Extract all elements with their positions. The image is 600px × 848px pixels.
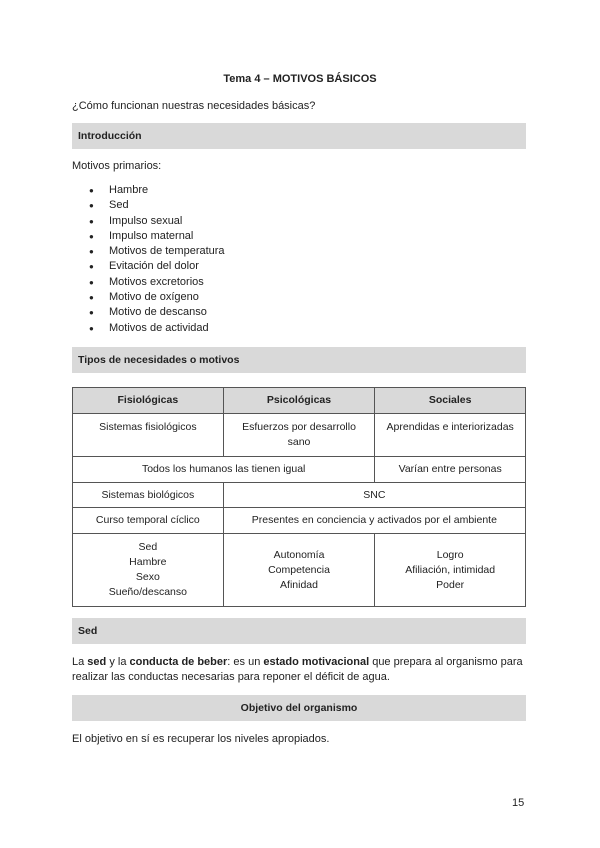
table-row: [73, 457, 526, 483]
list-item: ● Motivo de oxígeno: [72, 290, 225, 305]
table-cell: Varían entre personas: [375, 457, 526, 483]
cell-line: Poder: [436, 578, 465, 591]
section-heading-objetivo: Objetivo del organismo: [72, 695, 526, 721]
table-row: [73, 483, 526, 508]
bold-term-conducta: conducta de beber: [129, 656, 228, 668]
list-item: ● Impulso sexual: [72, 214, 225, 229]
table-row: [73, 534, 526, 607]
table-row: [73, 414, 526, 457]
objective-paragraph: El objetivo en sí es recuperar los niveles apropiados.: [72, 733, 330, 745]
table-cell: Aprendidas e interiorizadas: [375, 414, 526, 457]
list-item: ● Motivos excretorios: [72, 275, 225, 290]
text-run: : es un: [227, 656, 264, 668]
cell-line: Competencia: [268, 563, 330, 576]
table-cell: [223, 534, 375, 607]
page-number: 15: [512, 797, 525, 809]
bold-term-sed: sed: [87, 656, 107, 668]
table-cell: Sistemas fisiológicos: [73, 414, 224, 457]
table-cell: [375, 534, 526, 607]
table-cell: SNC: [223, 483, 525, 508]
section-heading-introduccion: Introducción: [72, 123, 526, 149]
table-cell: Sistemas biológicos: [73, 483, 224, 508]
cell-line: Sed: [138, 541, 158, 553]
table-cell: Presentes en conciencia y activados por el ambiente: [223, 508, 525, 534]
cell-line: Logro: [436, 548, 464, 561]
table-row: [73, 508, 526, 534]
primary-motives-lead: Motivos primarios:: [72, 160, 162, 172]
header-fisiologicas: Fisiológicas: [73, 388, 224, 414]
table-cell: Todos los humanos las tienen igual: [73, 457, 375, 483]
header-psicologicas: Psicológicas: [223, 388, 375, 414]
primary-motives-list: [72, 183, 225, 336]
cell-line: Sexo: [135, 571, 160, 583]
text-run: que prepara al organismo para realizar las conductas necesarias para reponer el déficit de agua.: [72, 656, 523, 683]
intro-question: ¿Cómo funcionan nuestras necesidades básicas?: [72, 100, 316, 112]
cell-line: Sueño/descanso: [108, 586, 187, 598]
page-title: Tema 4 – MOTIVOS BÁSICOS: [223, 73, 377, 85]
list-item: ● Motivos de actividad: [72, 321, 225, 336]
list-item: ● Impulso maternal: [72, 229, 225, 244]
text-run: y la: [106, 656, 130, 668]
cell-line: Autonomía: [273, 548, 325, 561]
list-item: ● Sed: [72, 198, 225, 213]
section-heading-sed: Sed: [72, 618, 526, 644]
sed-paragraph: [72, 655, 528, 685]
bold-term-estado: estado motivacional: [263, 656, 370, 668]
needs-table: [72, 387, 526, 607]
table-cell: Esfuerzos por desarrollo sano: [223, 414, 375, 457]
table-cell: [73, 534, 224, 607]
list-item: ● Motivos de temperatura: [72, 244, 225, 259]
header-sociales: Sociales: [375, 388, 526, 414]
cell-line: Afiliación, intimidad: [405, 563, 496, 576]
section-heading-tipos: Tipos de necesidades o motivos: [72, 347, 526, 373]
cell-line: Hambre: [129, 556, 167, 568]
list-item: ● Evitación del dolor: [72, 259, 225, 274]
text-run: La: [72, 656, 88, 668]
list-item: ● Motivo de descanso: [72, 305, 225, 320]
table-header-row: [73, 388, 526, 414]
table-cell: Curso temporal cíclico: [73, 508, 224, 534]
list-item: ● Hambre: [72, 183, 225, 198]
cell-line: Afinidad: [280, 578, 318, 591]
